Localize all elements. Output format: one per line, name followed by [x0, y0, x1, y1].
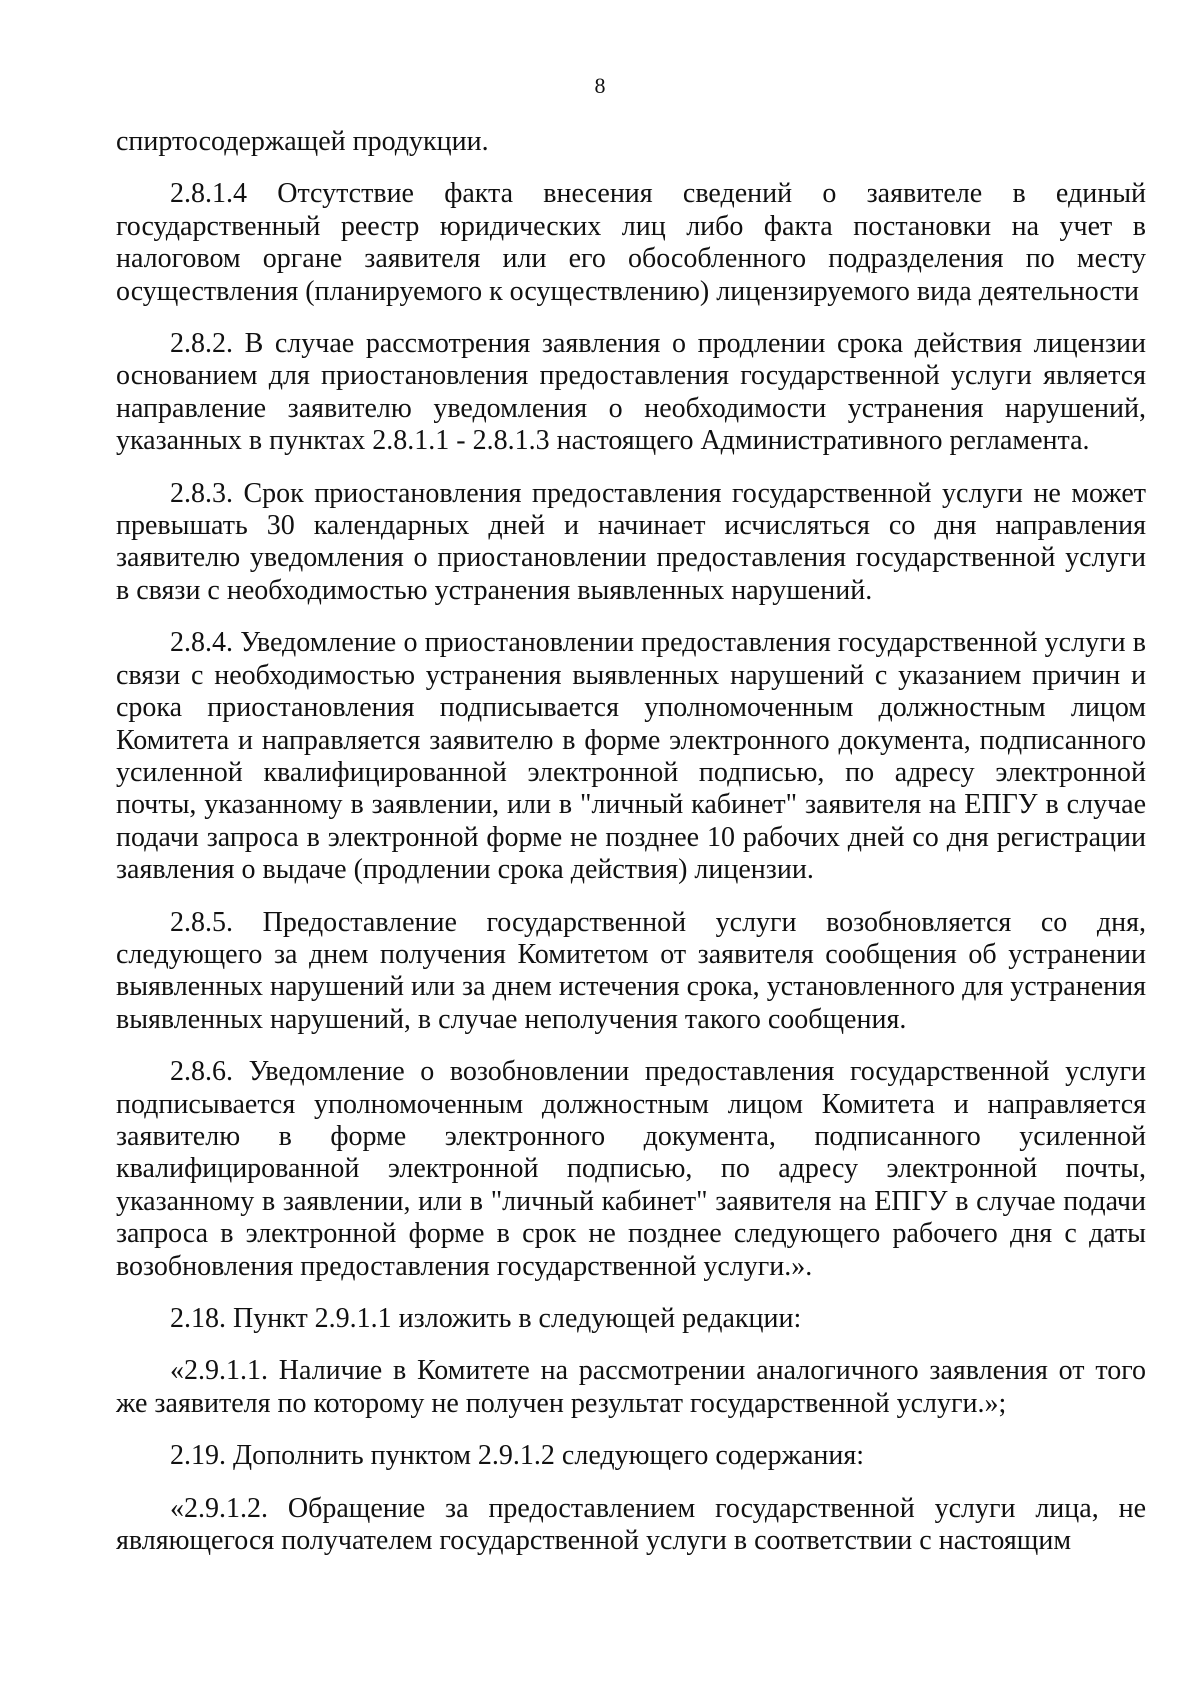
paragraph-2-18: 2.18. Пункт 2.9.1.1 изложить в следующей редакции: — [170, 1303, 802, 1334]
paragraph-continuation: спиртосодержащей продукции. — [116, 126, 489, 157]
paragraph-2-8-3: 2.8.3. Срок приостановления предоставления государственной услуги не может превышать 30 календарных дней и начинает исчисляться со дня направления заявителю уведомления о приостановлении предоставления государственной услуги в связи с необходимостью устранения выявленных нарушений. — [116, 477, 1146, 606]
paragraph-2-8-1-4: 2.8.1.4 Отсутствие факта внесения сведений о заявителе в единый государственный реестр юридических лиц либо факта постановки на учет в налоговом органе заявителя или его обособленного подразделения по месту осуществления (планируемого к осуществлению) лицензируемого вида деятельности — [116, 178, 1146, 307]
paragraph-2-19: 2.19. Дополнить пунктом 2.9.1.2 следующего содержания: — [170, 1440, 865, 1472]
document-body — [116, 126, 1146, 1571]
paragraph-2-8-2: 2.8.2. В случае рассмотрения заявления о продлении срока действия лицензии основанием для приостановления предоставления государственной услуги является направление заявителю уведомления о необходимости устранения нарушений, указанных в пунктах 2.8.1.1 - 2.8.1.3 настоящего Административного регламента. — [116, 328, 1146, 457]
paragraph-2-8-6: 2.8.6. Уведомление о возобновлении предоставления государственной услуги подписывается уполномоченным должностным лицом Комитета и направляется заявителю в форме электронного документа, подписанного усиленной квалифицированной электронной подписью, по адресу электронной почты, указанному в заявлении, или в "личный кабинет" заявителя на ЕПГУ в случае подачи запроса в электронной форме в срок не позднее следующего рабочего дня с даты возобновления предоставления государственной услуги.». — [116, 1056, 1146, 1282]
paragraph-2-9-1-2-quote: «2.9.1.2. Обращение за предоставлением государственной услуги лица, не являющегося получателем государственной услуги в соответствии с настоящим — [116, 1492, 1146, 1557]
paragraph-2-8-4: 2.8.4. Уведомление о приостановлении предоставления государственной услуги в связи с необходимостью устранения выявленных нарушений с указанием причин и срока приостановления подписывается уполномоченным должностным лицом Комитета и направляется заявителю в форме электронного документа, подписанного усиленной квалифицированной электронной подписью, по адресу электронной почты, указанному в заявлении, или в "личный кабинет" заявителя на ЕПГУ в случае подачи запроса в электронной форме не позднее 10 рабочих дней со дня регистрации заявления о выдаче (продлении срока действия) лицензии. — [116, 627, 1146, 886]
page-number: 8 — [594, 73, 606, 98]
paragraph-2-9-1-1-quote: «2.9.1.1. Наличие в Комитете на рассмотрении аналогичного заявления от того же заявителя по которому не получен результат государственной услуги.»; — [116, 1355, 1146, 1419]
paragraph-2-8-5: 2.8.5. Предоставление государственной услуги возобновляется со дня, следующего за днем получения Комитетом от заявителя сообщения об устранении выявленных нарушений или за днем истечения срока, установленного для устранения выявленных нарушений, в случае неполучения такого сообщения. — [116, 906, 1146, 1035]
